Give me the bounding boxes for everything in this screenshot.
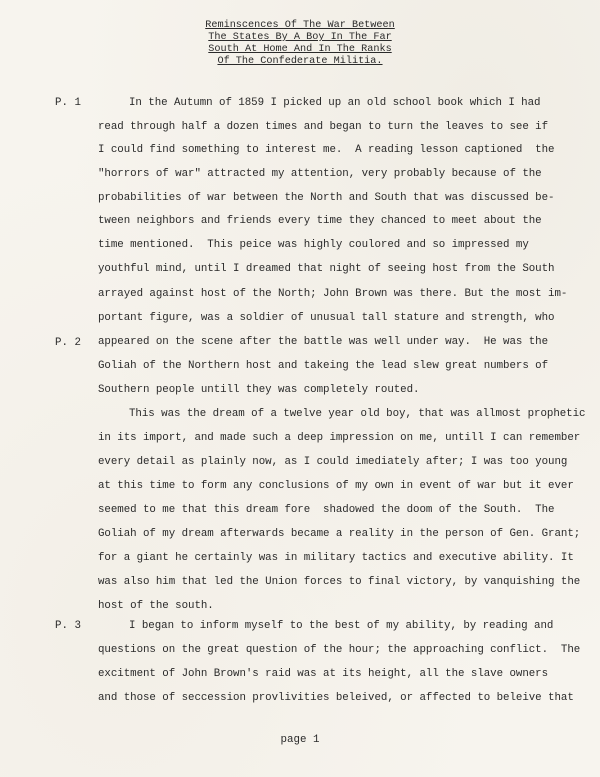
body-line: questions on the great question of the hour; the approaching conflict. The <box>98 644 581 656</box>
body-line: host of the south. <box>98 600 214 612</box>
body-line: and those of seccession provlivities beleived, or affected to beleive that <box>98 692 574 704</box>
body-line: This was the dream of a twelve year old boy, that was allmost prophetic <box>129 408 586 420</box>
title-line: Reminscences Of The War Between <box>205 20 395 31</box>
body-line: youthful mind, until I dreamed that night of seeing host from the South <box>98 263 555 275</box>
document-title <box>0 20 600 68</box>
body-line: seemed to me that this dream fore shadowed the doom of the South. The <box>98 504 555 516</box>
body-line: appeared on the scene after the battle was well under way. He was the <box>98 336 549 348</box>
body-line: tween neighbors and friends every time they chanced to meet about the <box>98 215 542 227</box>
body-line: Goliah of my dream afterwards became a reality in the person of Gen. Grant; <box>98 528 581 540</box>
body-line: Goliah of the Northern host and takeing the lead slew great numbers of <box>98 360 549 372</box>
body-line: in its import, and made such a deep impression on me, untill I can remember <box>98 432 581 444</box>
body-line: probabilities of war between the North and South that was discussed be- <box>98 192 555 204</box>
body-line: I began to inform myself to the best of my ability, by reading and <box>129 620 554 632</box>
body-line: In the Autumn of 1859 I picked up an old school book which I had <box>129 97 541 109</box>
body-line: every detail as plainly now, as I could imediately after; I was too young <box>98 456 568 468</box>
title-line: South At Home And In The Ranks <box>208 44 392 55</box>
body-line: read through half a dozen times and began to turn the leaves to see if <box>98 121 549 133</box>
body-line: at this time to form any conclusions of my own in event of war but it ever <box>98 480 574 492</box>
page-number: page 1 <box>280 734 320 746</box>
body-line: I could find something to interest me. A reading lesson captioned the <box>98 144 555 156</box>
body-line: "horrors of war" attracted my attention, very probably because of the <box>98 168 542 180</box>
paragraph-marker: P. 1 <box>55 97 81 109</box>
body-line: for a giant he certainly was in military tactics and executive ability. It <box>98 552 574 564</box>
body-line: excitment of John Brown's raid was at its height, all the slave owners <box>98 668 549 680</box>
title-line: Of The Confederate Militia. <box>217 56 383 67</box>
body-line: arrayed against host of the North; John Brown was there. But the most im- <box>98 288 568 300</box>
body-line: Southern people untill they was completely routed. <box>98 384 420 396</box>
paragraph-marker: P. 2 <box>55 337 81 349</box>
paragraph-marker: P. 3 <box>55 620 81 632</box>
body-line: time mentioned. This peice was highly coulored and so impressed my <box>98 239 529 251</box>
title-line: The States By A Boy In The Far <box>208 32 392 43</box>
body-line: portant figure, was a soldier of unusual tall stature and strength, who <box>98 312 555 324</box>
body-line: was also him that led the Union forces to final victory, by vanquishing the <box>98 576 581 588</box>
